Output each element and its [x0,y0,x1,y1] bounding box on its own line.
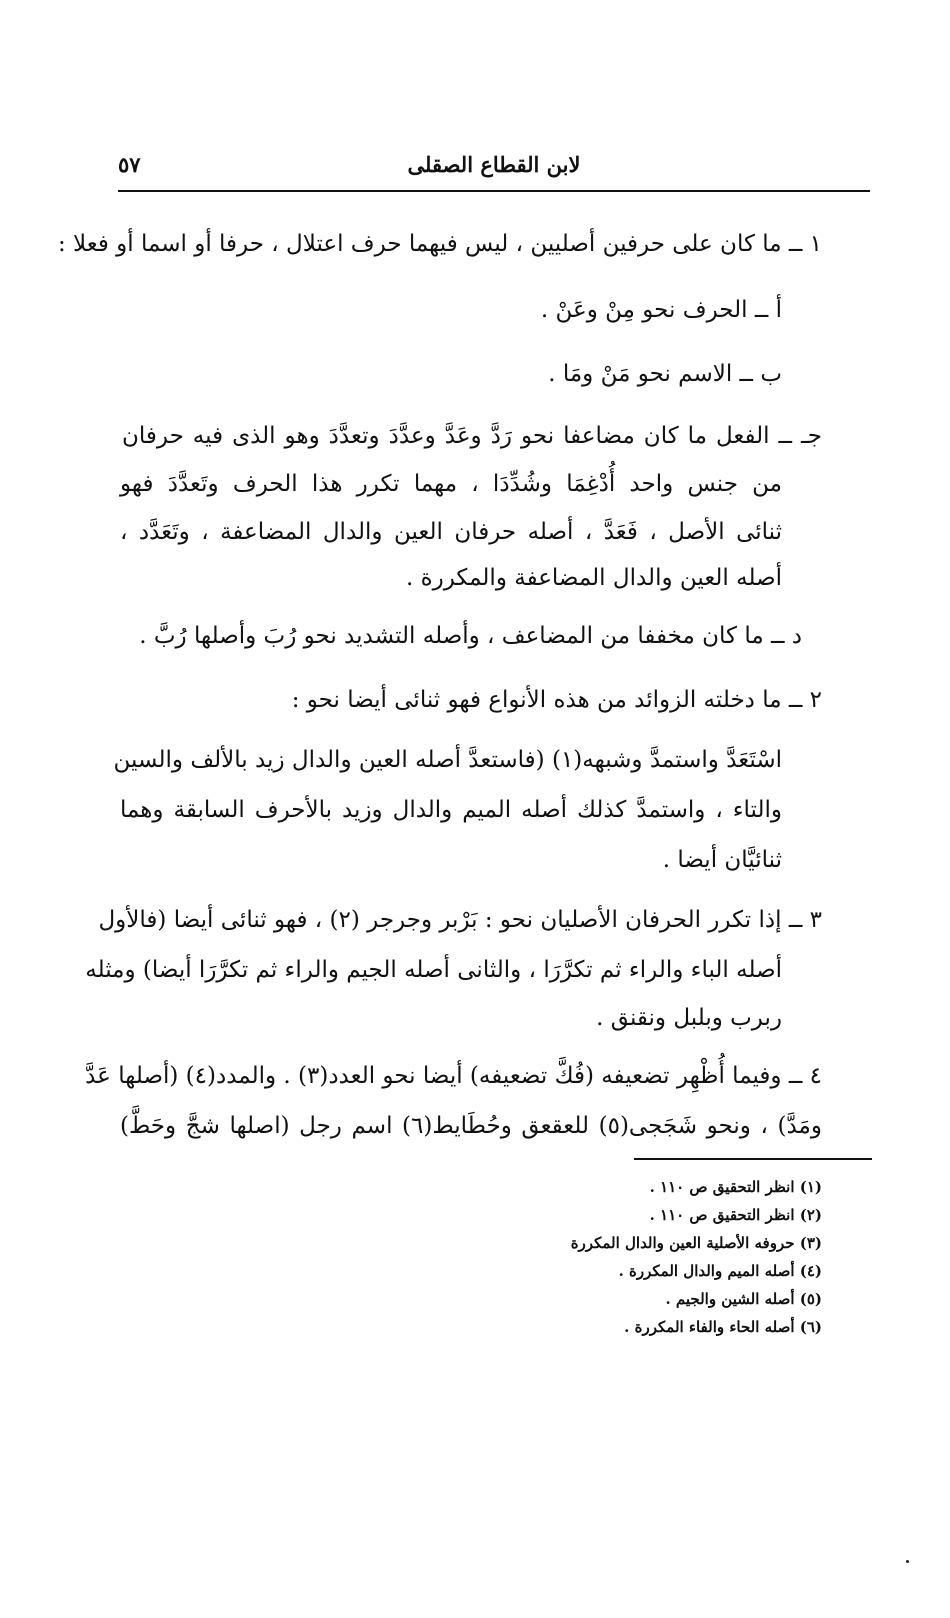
item-2-line-3: والتاء ، واستمدَّ كذلك أصله الميم والدال وزيد بالأحرف السابقة وهما [120,797,782,823]
item-3-line-2: أصله الباء والراء ثم تكرَّرَا ، والثانى أصله الجيم والراء ثم تكرَّرَا أيضا) ومثله [85,957,782,983]
item-3-line-1: ٣ ــ إذا تكرر الحرفان الأصليان نحو : بَرْبر وجرجر (٢) ، فهو ثنائى أيضا (فالأول [98,907,822,933]
footnote-4: (٤) أصله الميم والدال المكررة . [618,1262,822,1280]
running-header [118,146,870,190]
footnote-rule [634,1158,872,1160]
item-1c-line-2: من جنس واحد أُدْغِمَا وشُدِّدَا ، مهما تكرر هذا الحرف وتَعدَّدَ فهو [120,471,782,497]
item-2-line-2: اسْتَعَدَّ واستمدَّ وشبهه(١) (فاستعدَّ أصله العين والدال زيد بالألف والسين [113,747,782,773]
footnote-2: (٢) انظر التحقيق ص ١١٠ . [649,1206,822,1224]
footnote-1: (١) انظر التحقيق ص ١١٠ . [649,1178,822,1196]
footnote-6: (٦) أصله الحاء والفاء المكررة . [624,1318,822,1336]
item-4-line-2: ومَدَّ) ، ونحو شَجَجى(٥) للعقعق وحُطَايط(٦) اسم رجل (اصلها شجَّ وحَطَّ) [120,1113,822,1139]
item-3-line-3: ربرب وبلبل ونقنق . [596,1005,782,1031]
item-1c-line-3: ثنائى الأصل ، فَعَدَّ ، أصله حرفان العين والدال المضاعفة ، وتَعَدَّد ، [120,519,782,545]
scan-speck [906,1560,909,1563]
item-1-line-1: ١ ــ ما كان على حرفين أصليين ، ليس فيهما حرف اعتلال ، حرفا أو اسما أو فعلا : [57,231,822,257]
item-2-line-1: ٢ ــ ما دخلته الزوائد من هذه الأنواع فهو ثنائى أيضا نحو : [291,687,822,713]
running-header-title: لابن القطاع الصقلى [407,152,581,177]
item-1b-line: ب ــ الاسم نحو مَنْ ومَا . [548,361,782,387]
page-number: ٥٧ [118,152,141,177]
item-1c-line-1: جـ ــ الفعل ما كان مضاعفا نحو رَدَّ وعَدَّ وعدَّدَ وتعدَّدَ وهو الذى فيه حرفان [122,423,822,449]
item-4-line-1: ٤ ــ وفيما أُظْهِر تضعيفه (فُكَّ تضعيفه) أيضا نحو العدد(٣) . والمدد(٤) (أصلها عَدَّ [85,1063,822,1089]
footnote-3: (٣) حروفه الأصلية العين والدال المكررة [570,1234,822,1252]
item-1d-line: د ــ ما كان مخففا من المضاعف ، وأصله التشديد نحو رُبَ وأصلها رُبَّ . [139,623,802,649]
item-1a-line: أ ــ الحرف نحو مِنْ وعَنْ . [540,297,782,323]
footnote-5: (٥) أصله الشين والجيم . [665,1290,822,1308]
item-1c-line-4: أصله العين والدال المضاعفة والمكررة . [405,565,782,591]
item-2-line-4: ثنائيَّان أيضا . [662,847,782,873]
header-rule [118,190,870,192]
